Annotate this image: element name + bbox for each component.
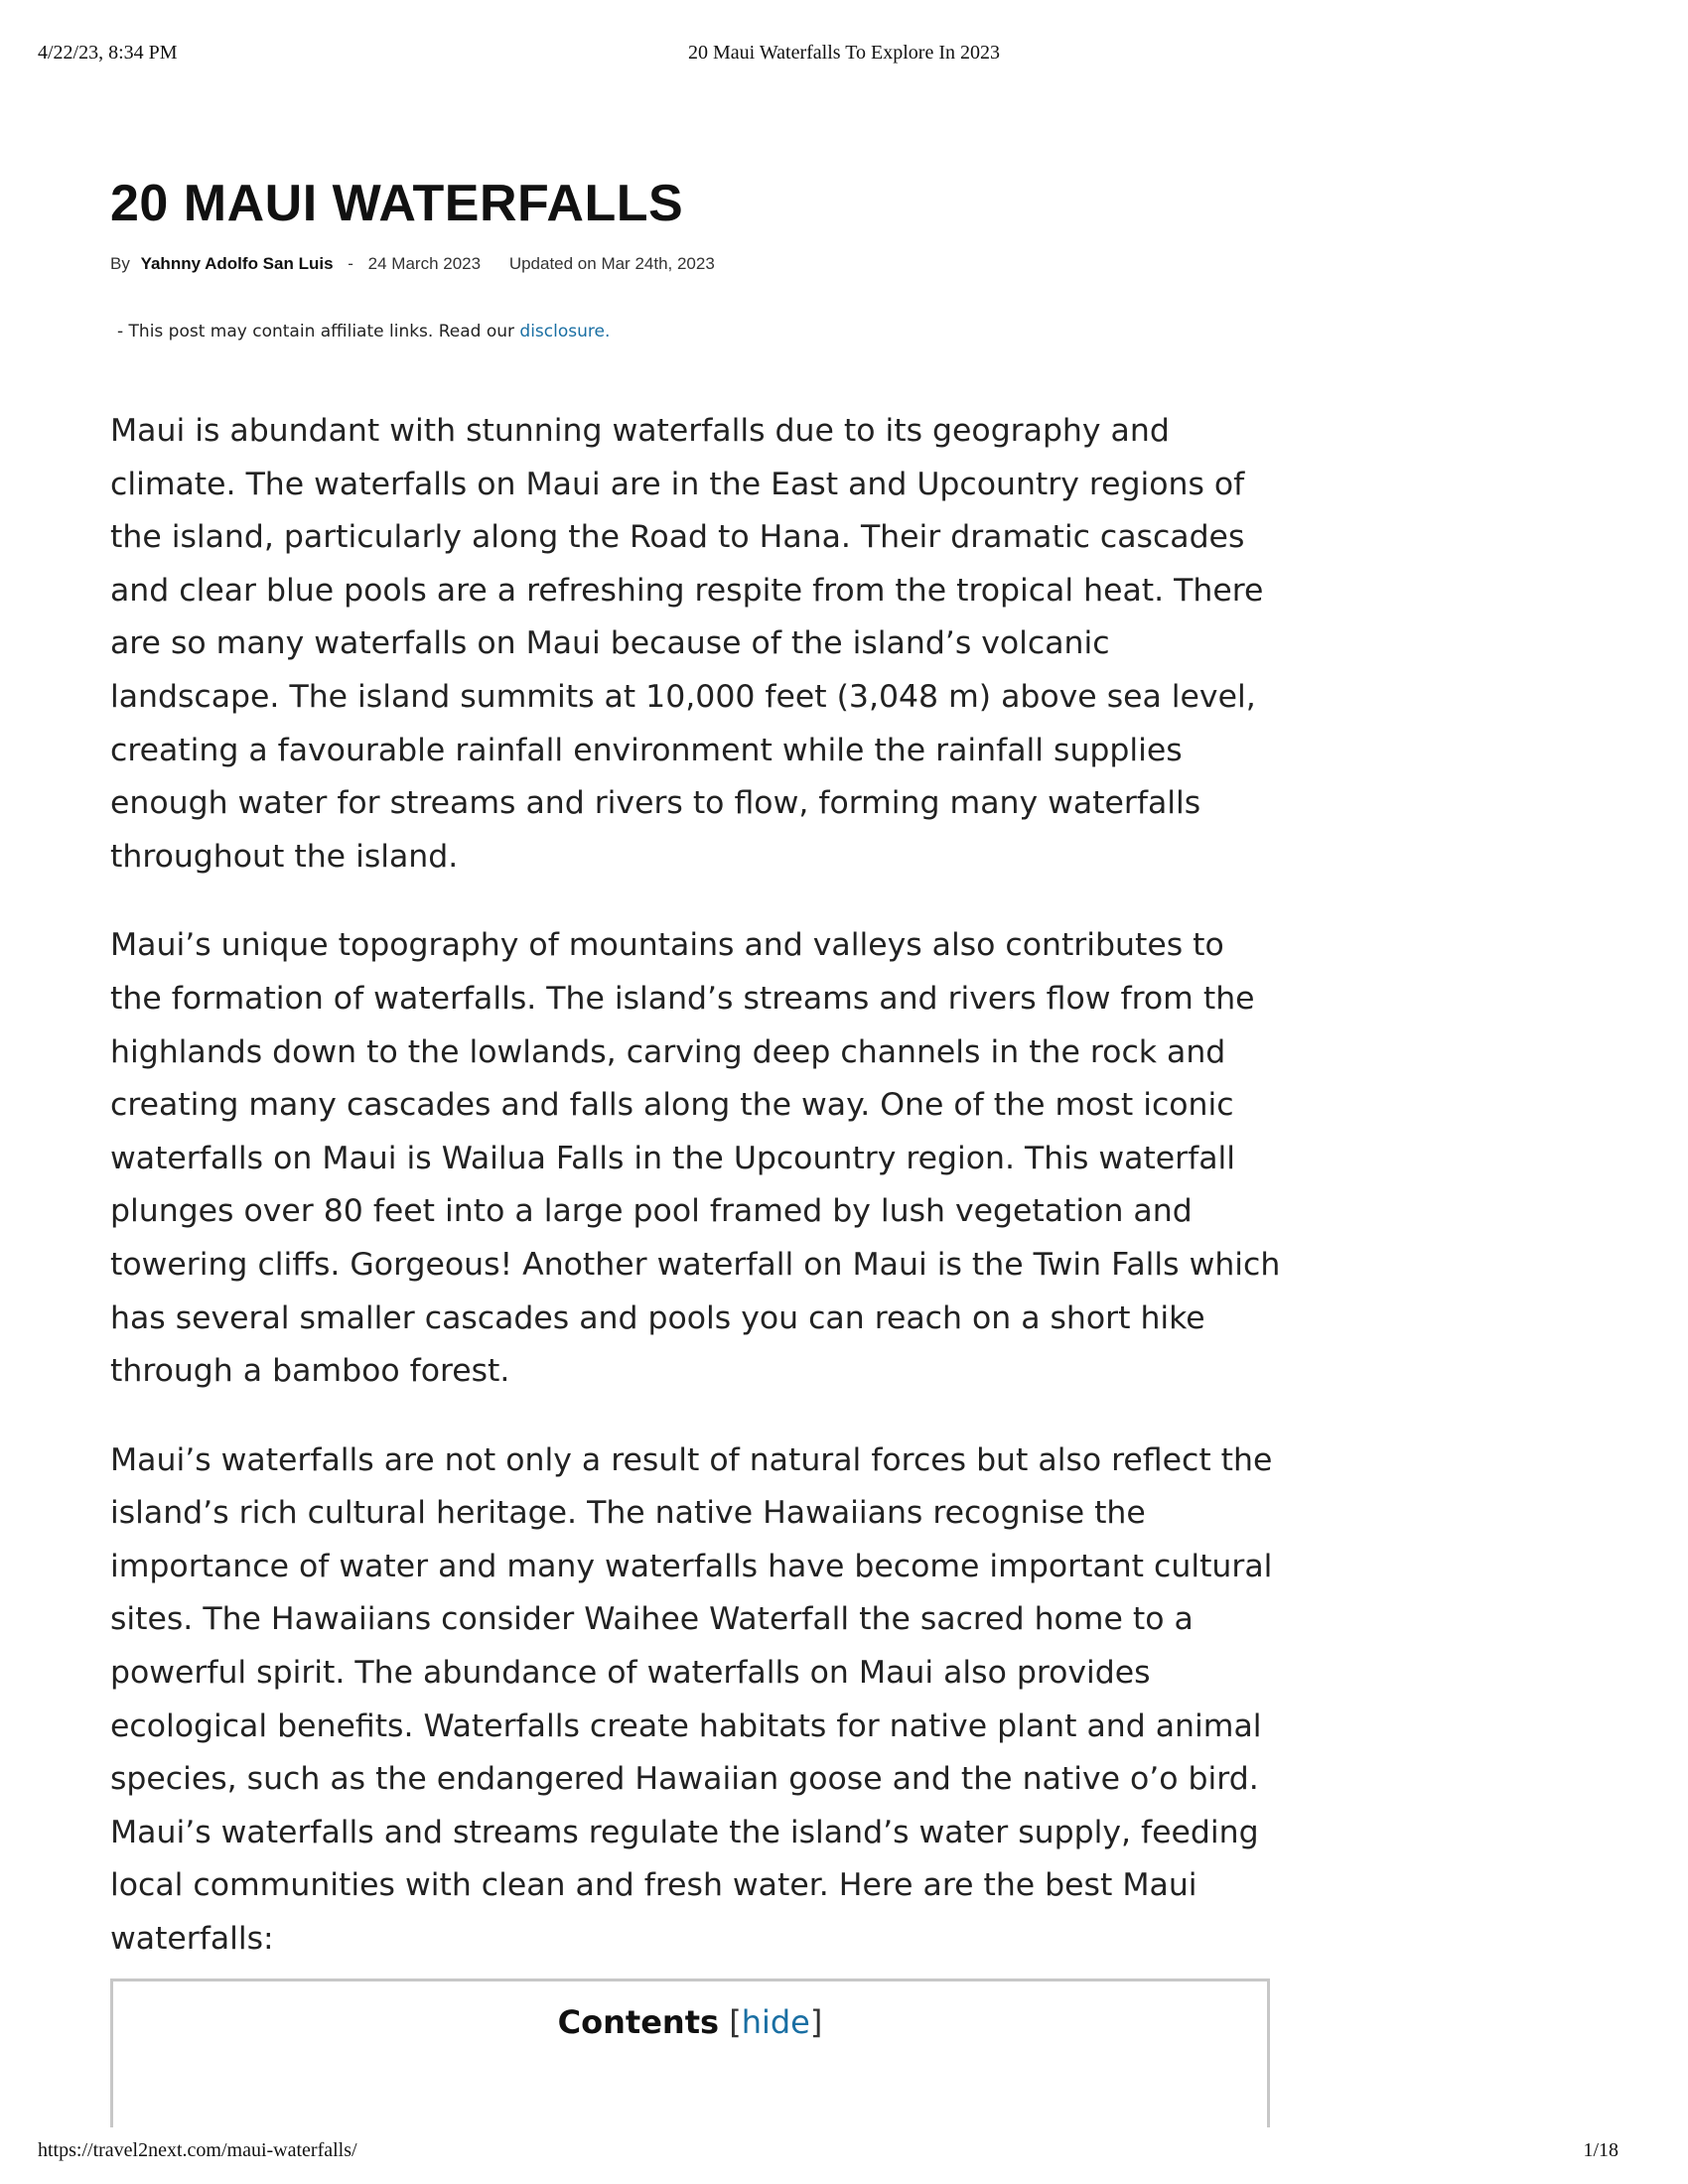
print-header	[0, 42, 1688, 69]
print-footer	[0, 2139, 1688, 2167]
disclosure-link[interactable]: disclosure.	[519, 322, 611, 341]
toc-hide-link[interactable]: hide	[741, 2003, 810, 2041]
print-url: https://travel2next.com/maui-waterfalls/	[38, 2139, 357, 2161]
toc-open-bracket: [	[729, 2003, 742, 2041]
page-title: 20 MAUI WATERFALLS	[110, 175, 684, 232]
print-doc-title: 20 Maui Waterfalls To Explore In 2023	[688, 42, 1000, 64]
byline	[110, 252, 1282, 276]
article	[110, 169, 1282, 2002]
print-date: 4/22/23, 8:34 PM	[38, 42, 178, 64]
byline-separator: -	[348, 254, 353, 273]
toc-title: Contents	[557, 2003, 720, 2041]
byline-by: By	[110, 254, 130, 273]
article-body	[110, 405, 1282, 1967]
affiliate-notice	[117, 320, 1282, 343]
affiliate-text: - This post may contain affiliate links. Read our	[117, 322, 520, 341]
toc-header	[113, 2003, 1267, 2041]
author-link[interactable]: Yahnny Adolfo San Luis	[140, 254, 334, 273]
table-of-contents	[110, 1979, 1270, 2127]
toc-close-bracket: ]	[809, 2003, 823, 2041]
page-number: 1/18	[1583, 2139, 1618, 2161]
paragraph-2: Maui’s unique topography of mountains and valleys also contributes to the formation of waterfalls. The island’s streams and rivers flow from the highlands down to the lowlands, carving deep channels in the rock and creating many cascades and falls along the way. One of the most iconic waterfalls on Maui is Wailua Falls in the Upcountry region. This waterfall plunges over 80 feet into a large pool framed by lush vegetation and towering cliffs. Gorgeous! Another waterfall on Maui is the Twin Falls which has several smaller cascades and pools you can reach on a short hike through a bamboo forest.	[110, 927, 1281, 1390]
publish-date: 24 March 2023	[367, 254, 482, 273]
updated-date: Updated on Mar 24th, 2023	[508, 254, 715, 273]
paragraph-1: Maui is abundant with stunning waterfalls due to its geography and climate. The waterfalls on Maui are in the East and Upcountry regions of the island, particularly along the Road to Hana. Their dramatic cascades and clear blue pools are a refreshing respite from the tropical heat. There are so many waterfalls on Maui because of the island’s volcanic landscape. The island summits at 10,000 feet (3,048 m) above sea level, creating a favourable rainfall environment while the rainfall supplies enough water for streams and rivers to flow, forming many waterfalls throughout the island.	[110, 413, 1264, 875]
paragraph-3: Maui’s waterfalls are not only a result of natural forces but also reflect the island’s rich cultural heritage. The native Hawaiians recognise the importance of water and many waterfalls have become important cultural sites. The Hawaiians consider Waihee Waterfall the sacred home to a powerful spirit. The abundance of waterfalls on Maui also provides ecological benefits. Waterfalls create habitats for native plant and animal species, such as the endangered Hawaiian goose and the native o’o bird. Maui’s waterfalls and streams regulate the island’s water supply, feeding local communities with clean and fresh water. Here are the best Maui waterfalls:	[110, 1441, 1273, 1958]
